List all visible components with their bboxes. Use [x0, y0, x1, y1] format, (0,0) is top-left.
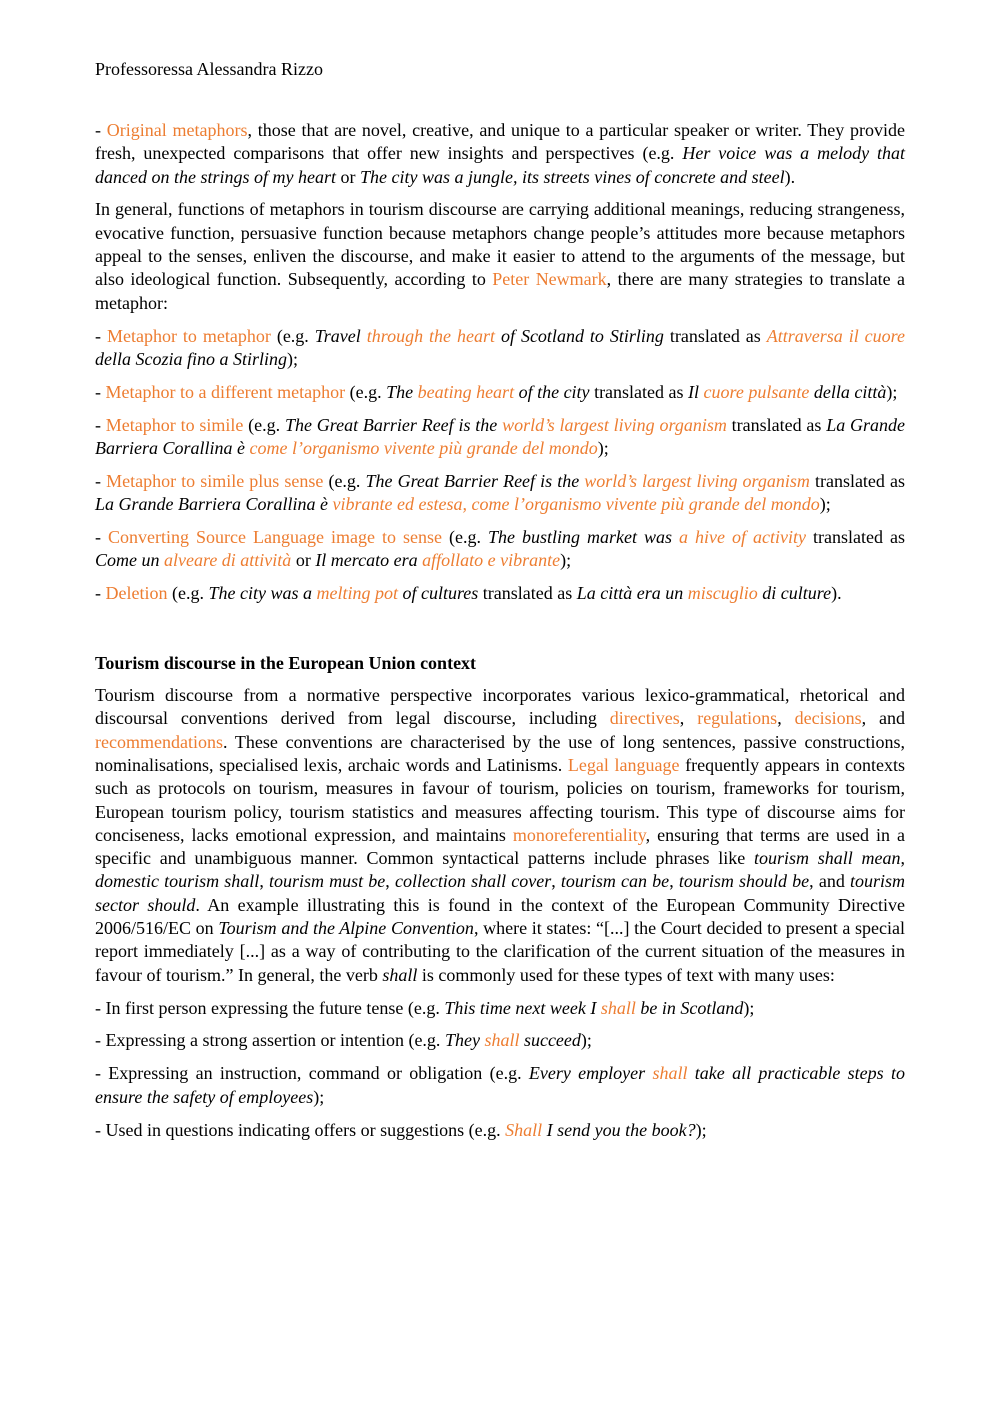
- italic-example: tourism should be: [678, 871, 810, 892]
- text-run: ,: [679, 708, 698, 729]
- italic-example: Travel: [314, 325, 367, 346]
- text-run: );: [743, 997, 755, 1018]
- eu-section: [95, 652, 905, 1142]
- highlighted-italic-term: miscuglio: [687, 583, 758, 604]
- highlighted-italic-term: Attraversa il cuore: [766, 325, 905, 346]
- list-item: [95, 414, 905, 461]
- italic-example: Come un: [95, 550, 164, 571]
- highlighted-italic-term: come l’organismo vivente più grande del mondo: [249, 437, 598, 458]
- highlighted-italic-term: melting pot: [316, 583, 398, 604]
- italic-example: tourism must be: [268, 871, 386, 892]
- text-run: (e.g.: [345, 381, 387, 402]
- list-item: [95, 997, 905, 1020]
- text-run: Tourism discourse from a normative perspective incorporates various lexico-grammatical, rhetorical and discoursal conventions derived from legal discourse, including: [95, 685, 905, 729]
- text-run: (e.g.: [270, 325, 315, 346]
- text-run: . An example illustrating this is found in the context of the European Community Directive 2006/516/EC on: [95, 894, 905, 939]
- text-run: -: [95, 414, 106, 435]
- highlighted-italic-term: beating heart: [417, 381, 515, 402]
- text-run: (e.g.: [243, 414, 285, 435]
- highlighted-term: directives: [609, 708, 680, 729]
- highlighted-italic-term: affollato e vibrante: [422, 550, 561, 571]
- highlighted-term: Metaphor to simile plus sense: [106, 470, 324, 491]
- text-run: . These conventions are characterised by the use of long sentences, passive constructions, nominalisations, specialised lexis, archaic words and Latinisms.: [95, 731, 905, 775]
- highlighted-term: regulations: [697, 708, 778, 729]
- highlighted-italic-term: a hive of activity: [679, 527, 807, 548]
- italic-example: succeed: [519, 1030, 581, 1051]
- text-run: translated as: [809, 470, 905, 491]
- italic-example: The Great Barrier Reef is the: [284, 414, 503, 435]
- italic-example: of the city: [514, 381, 590, 402]
- text-run: translated as: [478, 583, 577, 604]
- text-run: - Expressing an instruction, command or obligation (e.g.: [95, 1063, 529, 1084]
- italic-example: La città era un: [576, 583, 688, 604]
- italic-example: La Grande Barriera Corallina è: [95, 494, 333, 515]
- highlighted-term: Deletion: [105, 583, 168, 604]
- text-run: (e.g.: [167, 583, 209, 604]
- text-run: ,: [669, 871, 679, 892]
- text-run: translated as: [663, 325, 767, 346]
- highlighted-italic-term: shall: [484, 1030, 520, 1051]
- highlighted-term: Peter Newmark: [492, 269, 607, 290]
- text-run: -: [95, 583, 106, 604]
- italic-example: domestic tourism shall: [95, 871, 260, 892]
- text-run: -: [95, 325, 107, 346]
- text-run: );: [313, 1086, 325, 1107]
- text-run: translated as: [589, 381, 689, 402]
- list-item: [95, 325, 905, 372]
- highlighted-italic-term: shall: [600, 997, 636, 1018]
- italic-example: Il: [688, 381, 704, 402]
- italic-example: be in Scotland: [635, 997, 744, 1018]
- highlighted-term: Converting Source Language image to sense: [108, 527, 442, 548]
- highlighted-italic-term: shall: [652, 1063, 688, 1084]
- text-run: ,: [900, 848, 905, 869]
- text-run: , there are many strategies to translate a metaphor:: [95, 269, 905, 313]
- highlighted-term: Metaphor to simile: [105, 414, 244, 435]
- paragraph: [95, 198, 905, 314]
- text-run: ,: [385, 871, 395, 892]
- text-run: );: [597, 437, 609, 458]
- text-run: ,: [551, 871, 561, 892]
- italic-example: collection shall cover: [394, 871, 552, 892]
- text-run: ).: [784, 166, 796, 187]
- italic-example: The city was a: [208, 583, 317, 604]
- italic-example: tourism can be: [560, 871, 670, 892]
- text-run: (e.g.: [441, 527, 488, 548]
- text-run: , and: [861, 708, 906, 729]
- italic-example: della città: [809, 381, 887, 402]
- list-item: [95, 526, 905, 573]
- text-run: ,: [777, 708, 795, 729]
- italic-example: tourism sector should: [95, 871, 905, 915]
- text-run: );: [560, 550, 572, 571]
- list-item: [95, 1119, 905, 1142]
- text-run: is commonly used for these types of text with many uses:: [417, 964, 835, 985]
- text-run: );: [287, 348, 298, 369]
- italic-example: tourism shall mean: [753, 848, 901, 869]
- italic-example: The Great Barrier Reef is the: [365, 470, 585, 491]
- italic-example: of cultures: [397, 583, 479, 604]
- highlighted-term: Legal language: [567, 754, 680, 775]
- intro-section: [95, 119, 905, 606]
- text-run: , where it states: “[...] the Court decided to present a special report immediately [...] as a way of contributing to the clarification of the current situation of the measures in favour of tourism.” In general, the verb: [95, 918, 905, 985]
- list-item: [95, 1029, 905, 1052]
- text-run: - Expressing a strong assertion or intention (e.g.: [95, 1030, 445, 1051]
- text-run: , those that are novel, creative, and unique to a particular speaker or writer. They provide fresh, unexpected comparisons that offer new insights and perspectives (e.g.: [95, 120, 906, 164]
- paragraph: [95, 684, 905, 987]
- section-spacer: [95, 615, 905, 652]
- text-run: -: [95, 527, 109, 548]
- italic-example: The: [386, 381, 418, 402]
- page-header: Professoressa Alessandra Rizzo: [95, 59, 323, 79]
- highlighted-italic-term: world’s largest living organism: [502, 414, 727, 435]
- highlighted-term: Metaphor to metaphor: [106, 325, 271, 346]
- text-run: , and: [809, 871, 850, 892]
- text-run: or: [335, 166, 360, 187]
- italic-example: shall: [382, 964, 418, 985]
- text-run: -: [95, 470, 107, 491]
- text-run: translated as: [806, 527, 906, 548]
- highlighted-italic-term: through the heart: [366, 325, 496, 346]
- text-run: ).: [831, 583, 842, 604]
- italic-example: This time next week I: [444, 997, 601, 1018]
- text-run: );: [695, 1119, 707, 1140]
- italic-example: Her voice was a melody that danced on the strings of my heart: [95, 143, 906, 187]
- highlighted-term: decisions: [794, 708, 862, 729]
- list-item: [95, 1062, 905, 1109]
- text-run: (e.g.: [323, 470, 366, 491]
- text-run: or: [291, 550, 316, 571]
- italic-example: The bustling market was: [488, 527, 680, 548]
- highlighted-italic-term: cuore pulsante: [703, 381, 810, 402]
- text-run: );: [580, 1030, 592, 1051]
- paragraph: [95, 119, 905, 189]
- highlighted-term: monoreferentiality: [512, 824, 646, 845]
- text-run: );: [819, 494, 831, 515]
- italic-example: take all practicable steps to ensure the safety of employees: [95, 1063, 905, 1107]
- highlighted-term: recommendations: [95, 731, 223, 752]
- italic-example: I send you the book?: [542, 1119, 696, 1140]
- italic-example: di culture: [757, 583, 832, 604]
- italic-example: The city was a jungle, its streets vines of concrete and steel: [359, 166, 785, 187]
- text-run: -: [95, 381, 106, 402]
- list-item: [95, 470, 905, 517]
- text-run: , ensuring that terms are used in a specific and unambiguous manner. Common syntactical patterns include phrases like: [95, 824, 905, 869]
- text-run: In general, functions of metaphors in tourism discourse are carrying additional meanings, reducing strangeness, evocative function, persuasive function because metaphors change people’s attitudes more because metaphors appeal to the senses, enliven the discourse, and make it easier to attend to the arguments of the message, but also ideological function. Subsequently, according to: [95, 199, 905, 290]
- highlighted-italic-term: alveare di attività: [164, 550, 292, 571]
- italic-example: della Scozia fino a Stirling: [95, 348, 287, 369]
- italic-example: of Scotland to Stirling: [495, 325, 664, 346]
- text-run: ,: [259, 871, 269, 892]
- highlighted-italic-term: Shall: [505, 1119, 543, 1140]
- text-run: -: [95, 120, 107, 140]
- italic-example: Tourism and the Alpine Convention: [218, 918, 474, 939]
- list-item: [95, 381, 905, 404]
- italic-example: They: [444, 1030, 485, 1051]
- highlighted-term: Metaphor to a different metaphor: [105, 381, 346, 402]
- highlighted-term: Original metaphors: [106, 120, 248, 140]
- text-run: frequently appears in contexts such as protocols on tourism, measures in favour of tourism, policies on tourism, frameworks for tourism, European tourism policy, tourism statistics and measures affecting tourism. This type of discourse aims for conciseness, lacks emotional expression, and maintains: [95, 754, 905, 845]
- highlighted-italic-term: world’s largest living organism: [584, 470, 810, 491]
- italic-example: Every employer: [528, 1063, 653, 1084]
- highlighted-italic-term: vibrante ed estesa, come l’organismo vivente più grande del mondo: [332, 494, 820, 515]
- text-run: - In first person expressing the future tense (e.g.: [95, 997, 445, 1018]
- list-item: [95, 582, 905, 605]
- italic-example: Il mercato era: [315, 550, 423, 571]
- section-heading: Tourism discourse in the European Union context: [95, 653, 477, 674]
- italic-example: La Grande Barriera Corallina è: [95, 414, 906, 458]
- text-run: );: [886, 381, 898, 402]
- text-run: - Used in questions indicating offers or suggestions (e.g.: [95, 1119, 506, 1140]
- text-run: translated as: [726, 414, 827, 435]
